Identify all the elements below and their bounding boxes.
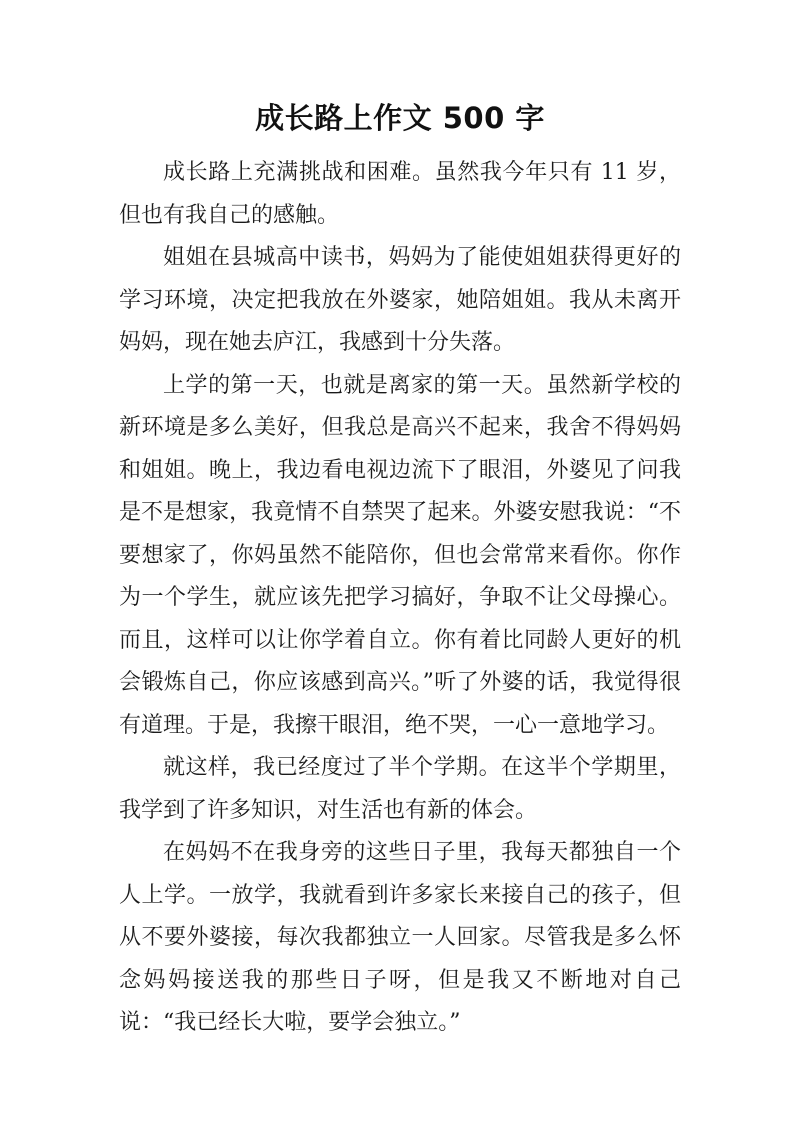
paragraph-3: 上学的第一天，也就是离家的第一天。虽然新学校的新环境是多么美好，但我总是高兴不起来，我舍不得妈妈和姐姐。晚上，我边看电视边流下了眼泪，外婆见了问我是不是想家，我竟情不自禁哭了起来。外婆安慰我说：“不要想家了，你妈虽然不能陪你，但也会常常来看你。你作为一个学生，就应该先把学习搞好，争取不让父母操心。而且，这样可以让你学着自立。你有着比同龄人更好的机会锻炼自己，你应该感到高兴。”听了外婆的话，我觉得很有道理。于是，我擦干眼泪，绝不哭，一心一意地学习。	[119, 372, 681, 738]
paragraph-5: 在妈妈不在我身旁的这些日子里，我每天都独自一个人上学。一放学，我就看到许多家长来接自己的孩子，但从不要外婆接，每次我都独立一人回家。尽管我是多么怀念妈妈接送我的那些日子呀，但是我又不断地对自己说：“我已经长大啦，要学会独立。”	[119, 840, 681, 1035]
paragraph-4: 就这样，我已经度过了半个学期。在这半个学期里，我学到了许多知识，对生活也有新的体会。	[119, 755, 681, 823]
paragraph-2: 姐姐在县城高中读书，妈妈为了能使姐姐获得更好的学习环境，决定把我放在外婆家，她陪姐姐。我从未离开妈妈，现在她去庐江，我感到十分失落。	[119, 245, 681, 355]
page-title: 成长路上作文 500 字	[255, 101, 545, 135]
essay-body	[119, 152, 681, 1045]
paragraph-1: 成长路上充满挑战和困难。虽然我今年只有 11 岁，但也有我自己的感触。	[119, 160, 681, 228]
